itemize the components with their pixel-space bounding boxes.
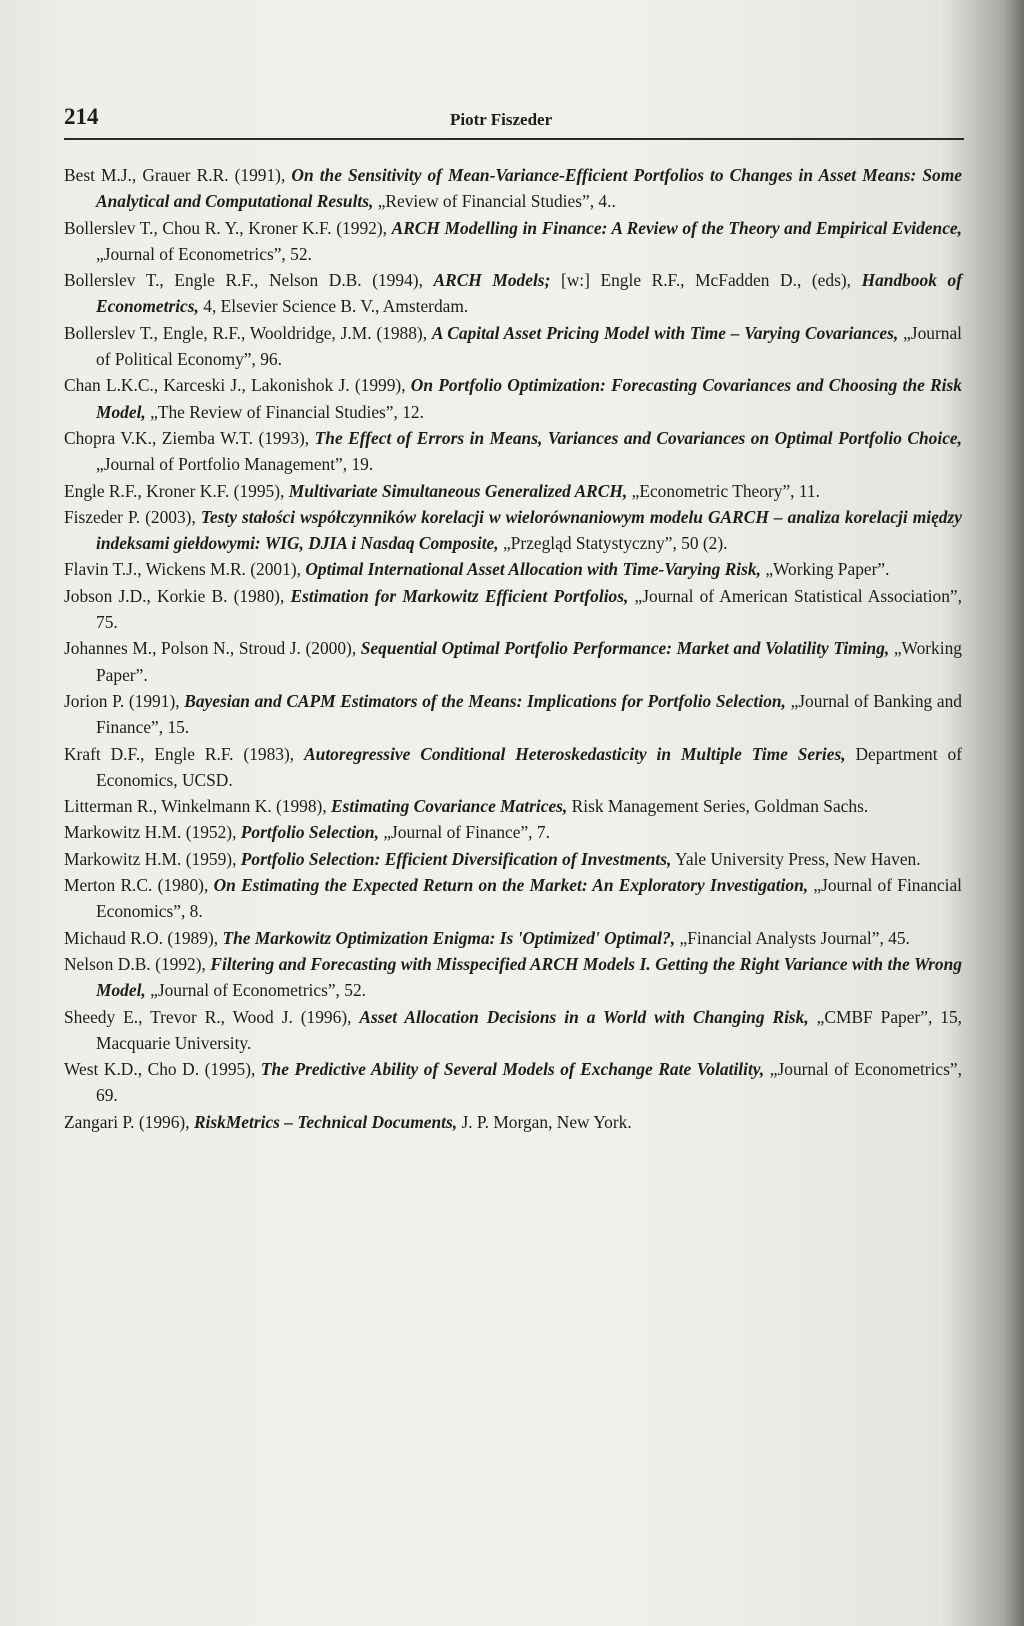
reference-source: [w:] Engle R.F., McFadden D., (eds), (560, 270, 851, 291)
reference-entry (64, 556, 962, 582)
reference-entry (64, 819, 962, 845)
reference-entry (64, 372, 962, 425)
reference-source: „Journal of Political Economy”, 96. (96, 322, 962, 370)
reference-source: Department of Economics, UCSD. (96, 743, 962, 790)
reference-source: „Journal of Banking and Finance”, 15. (96, 690, 962, 738)
header-rule (64, 138, 964, 140)
reference-authors: Engle R.F., Kroner K.F. (1995), (64, 480, 285, 501)
reference-authors: Michaud R.O. (1989), (64, 927, 219, 948)
reference-authors: Bollerslev T., Chou R. Y., Kroner K.F. (1992), (64, 217, 387, 238)
reference-title: On Portfolio Optimization: Forecasting Covariances and Choosing the Risk Model, (96, 375, 962, 422)
reference-source: „Working Paper”. (765, 559, 890, 580)
reference-title: ARCH Modelling in Finance: A Review of the Theory and Empirical Evidence, (391, 217, 962, 238)
reference-authors: Litterman R., Winkelmann K. (1998), (64, 796, 327, 817)
reference-title: On the Sensitivity of Mean-Variance-Efficient Portfolios to Changes in Asset Means: Some Analytical and Computational Results, (96, 165, 962, 212)
reference-authors: Flavin T.J., Wickens M.R. (2001), (64, 559, 301, 580)
reference-source: Yale University Press, New Haven. (675, 848, 921, 869)
reference-source: J. P. Morgan, New York. (461, 1111, 632, 1132)
reference-authors: Bollerslev T., Engle, R.F., Wooldridge, J.M. (1988), (64, 322, 428, 343)
reference-source: „Econometric Theory”, 11. (631, 480, 820, 501)
reference-entry (64, 741, 962, 794)
reference-title: Estimation for Markowitz Efficient Portfolios, (290, 585, 629, 606)
reference-title: RiskMetrics – Technical Documents, (193, 1111, 458, 1132)
reference-source: „Journal of Finance”, 7. (383, 822, 550, 843)
reference-title: Handbook of Econometrics, (96, 270, 962, 317)
reference-title: On Estimating the Expected Return on the Market: An Exploratory Investigation, (213, 875, 809, 896)
reference-title: Multivariate Simultaneous Generalized ARCH, (288, 480, 628, 501)
reference-source: 4, Elsevier Science B. V., Amsterdam. (203, 296, 469, 317)
reference-entry (64, 1109, 962, 1135)
page-header (64, 104, 964, 134)
reference-authors: Sheedy E., Trevor R., Wood J. (1996), (64, 1006, 352, 1027)
reference-title: The Predictive Ability of Several Models of Exchange Rate Volatility, (260, 1059, 765, 1080)
reference-source: „Journal of Financial Economics”, 8. (96, 875, 962, 922)
reference-authors: Kraft D.F., Engle R.F. (1983), (64, 743, 295, 764)
reference-source: „The Review of Financial Studies”, 12. (150, 401, 424, 422)
reference-authors: Chopra V.K., Ziemba W.T. (1993), (64, 427, 310, 448)
reference-entry (64, 267, 962, 320)
reference-authors: Fiszeder P. (2003), (64, 506, 196, 527)
reference-title: Portfolio Selection: Efficient Diversification of Investments, (240, 848, 672, 869)
reference-source: „Journal of Econometrics”, 52. (96, 243, 312, 264)
reference-title: Testy stałości współczynników korelacji w wielorównaniowym modelu GARCH – analiza korelacji między indeksami giełdowymi: WIG, DJIA i Nasdaq Composite, (96, 506, 962, 554)
reference-entry (64, 925, 962, 951)
reference-entry (64, 951, 962, 1004)
reference-title: Bayesian and CAPM Estimators of the Means: Implications for Portfolio Selection, (184, 690, 786, 711)
reference-list (64, 162, 962, 1135)
reference-entry (64, 872, 962, 925)
reference-title: Sequential Optimal Portfolio Performance: Market and Volatility Timing, (360, 638, 890, 659)
reference-entry (64, 1004, 962, 1057)
reference-entry (64, 478, 962, 504)
reference-authors: Chan L.K.C., Karceski J., Lakonishok J. (1999), (64, 375, 406, 396)
page-number: 214 (64, 104, 99, 129)
reference-entry (64, 688, 962, 741)
reference-title: Autoregressive Conditional Heteroskedasticity in Multiple Time Series, (304, 743, 846, 764)
reference-entry (64, 504, 962, 557)
reference-entry (64, 1056, 962, 1109)
reference-title: The Markowitz Optimization Enigma: Is 'Optimized' Optimal?, (222, 927, 676, 948)
reference-entry (64, 215, 962, 268)
reference-title: The Effect of Errors in Means, Variances and Covariances on Optimal Portfolio Choice, (314, 427, 962, 448)
reference-source: „Working Paper”. (96, 638, 962, 685)
reference-entry (64, 320, 962, 373)
reference-source: „Review of Financial Studies”, 4.. (377, 191, 616, 212)
reference-title: Portfolio Selection, (240, 822, 379, 843)
reference-source: „CMBF Paper”, 15, Macquarie University. (96, 1006, 963, 1053)
reference-authors: Best M.J., Grauer R.R. (1991), (64, 165, 286, 185)
reference-authors: Nelson D.B. (1992), (64, 953, 206, 974)
reference-entry (64, 793, 962, 819)
reference-entry (64, 583, 962, 636)
reference-title: A Capital Asset Pricing Model with Time – Varying Covariances, (431, 322, 899, 343)
reference-source: „Journal of Econometrics”, 69. (96, 1059, 962, 1106)
reference-source: „Przegląd Statystyczny”, 50 (2). (502, 533, 728, 554)
reference-authors: Markowitz H.M. (1959), (64, 848, 237, 869)
reference-title: Filtering and Forecasting with Misspecified ARCH Models I. Getting the Right Variance with the Wrong Model, (96, 953, 962, 1001)
reference-source: Risk Management Series, Goldman Sachs. (571, 796, 869, 817)
reference-title: Estimating Covariance Matrices, (331, 796, 568, 817)
reference-authors: West K.D., Cho D. (1995), (64, 1059, 256, 1080)
reference-title: Asset Allocation Decisions in a World with Changing Risk, (359, 1006, 809, 1027)
reference-title: ARCH Models; (433, 270, 551, 291)
reference-authors: Jorion P. (1991), (64, 690, 180, 711)
reference-authors: Merton R.C. (1980), (64, 875, 209, 896)
reference-source: „Journal of Portfolio Management”, 19. (96, 454, 374, 475)
reference-entry (64, 162, 962, 215)
reference-authors: Bollerslev T., Engle R.F., Nelson D.B. (1994), (64, 270, 423, 291)
reference-authors: Johannes M., Polson N., Stroud J. (2000), (64, 638, 357, 659)
reference-authors: Markowitz H.M. (1952), (64, 822, 237, 843)
reference-title: Optimal International Asset Allocation with Time-Varying Risk, (305, 559, 761, 580)
reference-entry (64, 635, 962, 688)
running-head-author: Piotr Fiszeder (450, 110, 553, 129)
reference-authors: Jobson J.D., Korkie B. (1980), (64, 585, 285, 606)
reference-entry (64, 425, 962, 478)
reference-source: „Financial Analysts Journal”, 45. (679, 927, 910, 948)
reference-authors: Zangari P. (1996), (64, 1111, 190, 1132)
reference-entry (64, 846, 962, 872)
reference-source: „Journal of American Statistical Association”, 75. (96, 585, 962, 633)
reference-source: „Journal of Econometrics”, 52. (150, 980, 366, 1001)
